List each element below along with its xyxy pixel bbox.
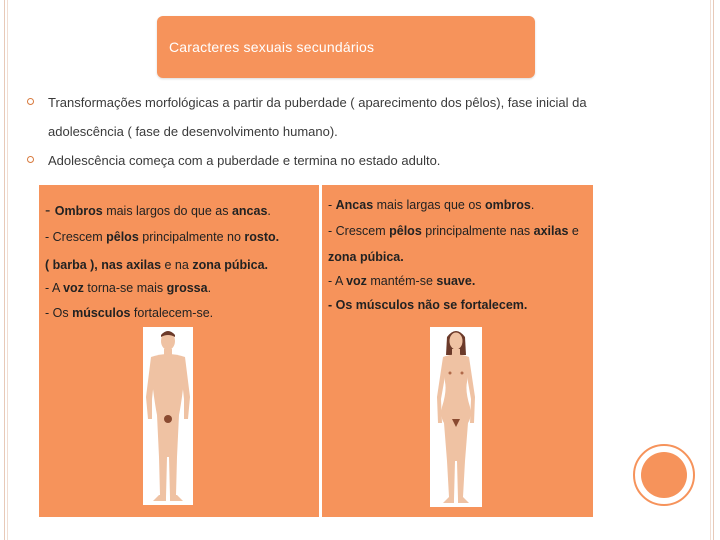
bullet-icon — [27, 156, 34, 163]
slide-frame-right-inner — [710, 0, 711, 540]
female-line-4: - A voz mantém-se suave. — [328, 274, 476, 288]
male-panel — [39, 185, 319, 517]
bullet-1-line-1: Transformações morfológicas a partir da puberdade ( aparecimento dos pêlos), fase inicial da — [48, 95, 587, 110]
male-line-4: - A voz torna-se mais grossa. — [45, 281, 212, 295]
male-body-illustration — [143, 327, 193, 505]
slide-frame-right — [713, 0, 714, 540]
female-line-5: - Os músculos não se fortalecem. — [328, 298, 528, 312]
female-line-3: zona púbica. — [328, 250, 404, 264]
slide-frame-left-inner — [7, 0, 8, 540]
female-line-2: - Crescem pêlos principalmente nas axilas e — [328, 224, 579, 238]
male-line-5: - Os músculos fortalecem-se. — [45, 306, 214, 320]
bullet-2-line-1: Adolescência começa com a puberdade e termina no estado adulto. — [48, 153, 441, 168]
male-line-2: - Crescem pêlos principalmente no rosto. — [45, 230, 280, 244]
female-line-1: - Ancas mais largas que os ombros. — [328, 198, 535, 212]
male-line-3: ( barba ), nas axilas e na zona púbica. — [45, 258, 269, 272]
male-figure-image — [143, 327, 193, 505]
female-figure-image — [430, 327, 482, 507]
slide-title: Caracteres sexuais secundários — [169, 39, 375, 55]
bullet-icon — [27, 98, 34, 105]
bullet-1-line-2: adolescência ( fase de desenvolvimento humano). — [48, 124, 338, 139]
female-body-illustration — [430, 327, 482, 507]
female-panel — [322, 185, 593, 517]
title-box — [157, 16, 535, 78]
decorative-circle — [641, 452, 687, 498]
male-line-1: - Ombros mais largos do que as ancas. — [45, 202, 271, 219]
slide-frame-left — [4, 0, 5, 540]
